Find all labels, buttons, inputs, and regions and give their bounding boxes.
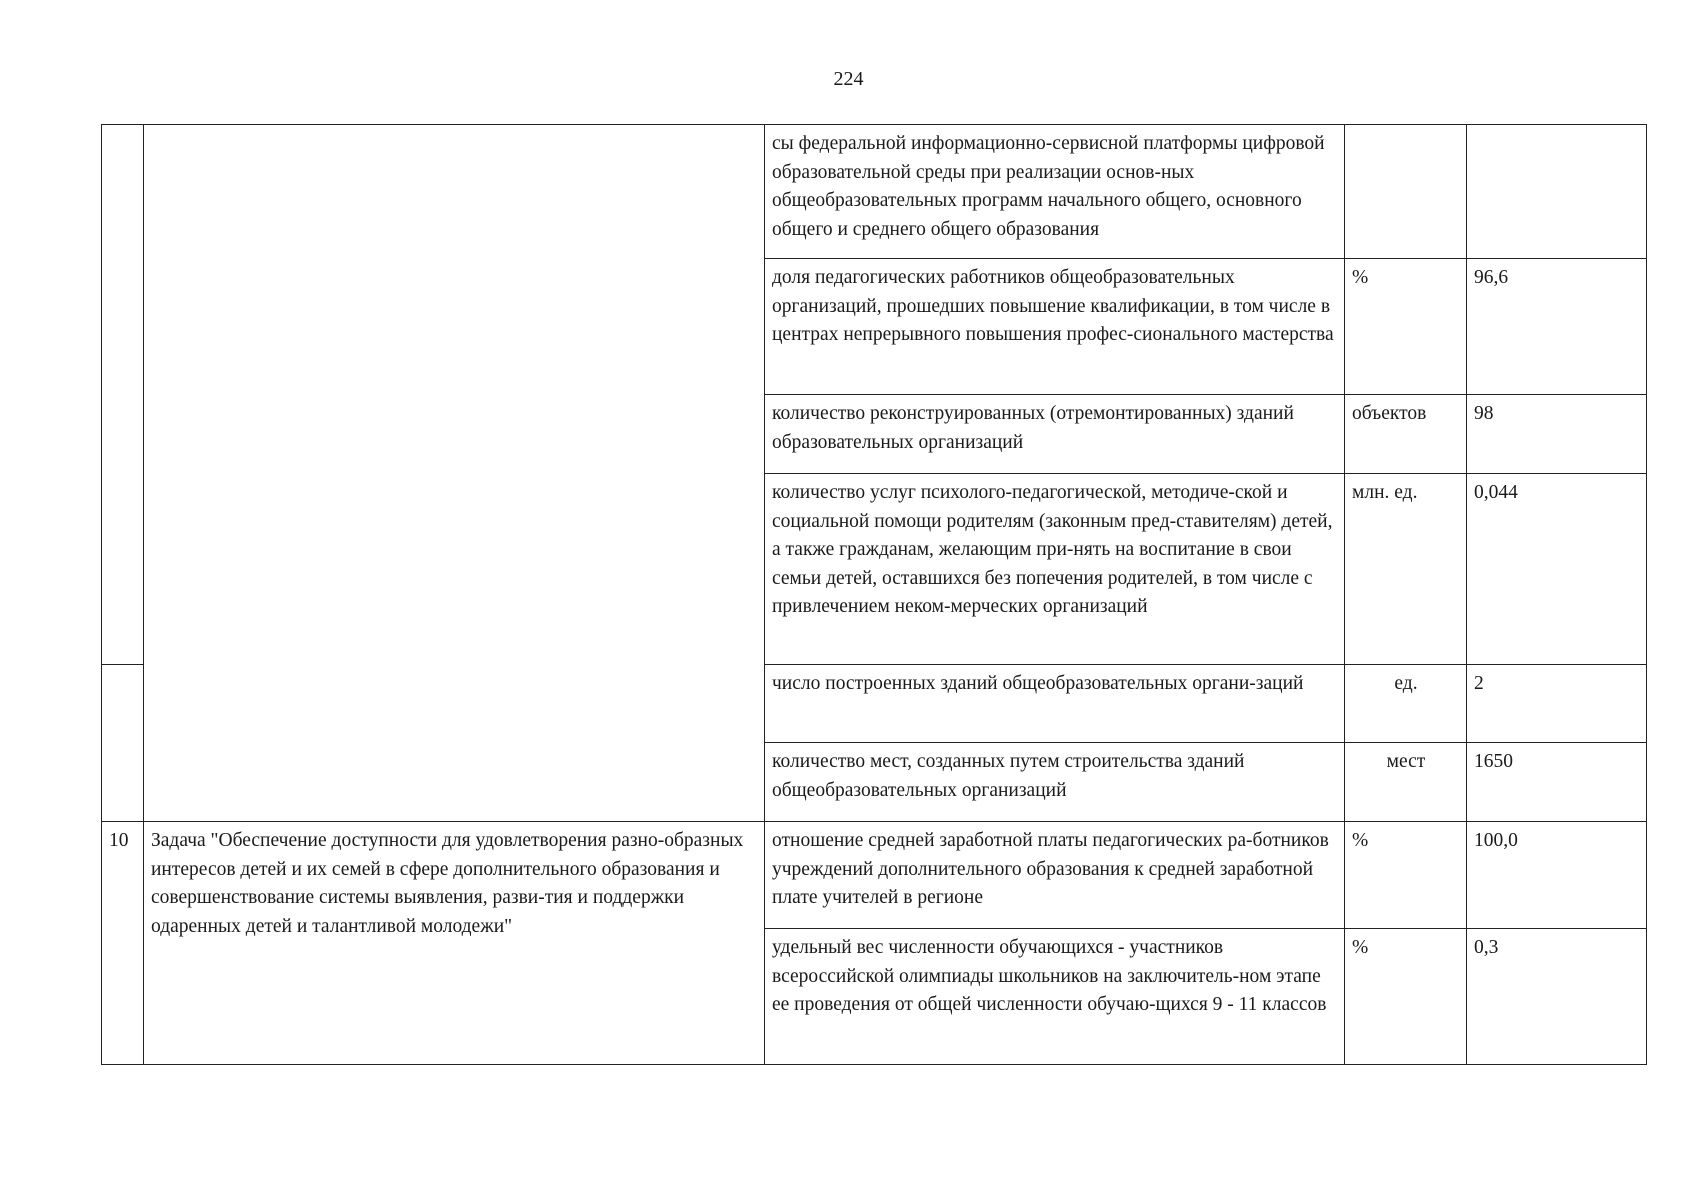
indicator-cell: количество реконструированных (отремонтированных) зданий образовательных организаций	[765, 395, 1345, 474]
table-row	[102, 125, 1647, 259]
value-cell: 1650	[1467, 743, 1647, 822]
task-description: Задача "Обеспечение доступности для удовлетворения разно-образных интересов детей и их семей в сфере дополнительного образования и совершенствование системы выявления, разви-тия и поддержки одаренных детей и талантливой молодежи"	[144, 822, 765, 1065]
indicator-cell: доля педагогических работников общеобразовательных организаций, прошедших повышение квалификации, в том числе в центрах непрерывного повышения профес-сионального мастерства	[765, 259, 1345, 395]
indicator-cell: число построенных зданий общеобразовательных органи-заций	[765, 665, 1345, 743]
indicator-cell: сы федеральной информационно-сервисной платформы цифровой образовательной среды при реализации основ-ных общеобразовательных программ начального общего, основного общего и среднего общего образования	[765, 125, 1345, 259]
value-cell: 0,044	[1467, 474, 1647, 665]
number-cell-blank	[102, 125, 144, 665]
table-row	[102, 822, 1647, 929]
value-cell: 0,3	[1467, 929, 1647, 1065]
unit-cell: ед.	[1345, 665, 1467, 743]
unit-cell: объектов	[1345, 395, 1467, 474]
indicator-cell: отношение средней заработной платы педагогических ра-ботников учреждений дополнительного образования к средней заработной плате учителей в регионе	[765, 822, 1345, 929]
unit-cell: мест	[1345, 743, 1467, 822]
unit-cell: %	[1345, 259, 1467, 395]
indicators-table	[101, 124, 1647, 1065]
indicator-cell: удельный вес численности обучающихся - участников всероссийской олимпиады школьников на заключитель-ном этапе ее проведения от общей численности обучаю-щихся 9 - 11 классов	[765, 929, 1345, 1065]
page-number: 224	[833, 68, 864, 90]
value-cell: 96,6	[1467, 259, 1647, 395]
unit-cell: %	[1345, 929, 1467, 1065]
indicator-cell: количество мест, созданных путем строительства зданий общеобразовательных организаций	[765, 743, 1345, 822]
unit-cell: млн. ед.	[1345, 474, 1467, 665]
value-cell: 2	[1467, 665, 1647, 743]
task-number: 10	[102, 822, 144, 1065]
number-cell-blank	[102, 665, 144, 822]
value-cell: 100,0	[1467, 822, 1647, 929]
unit-cell	[1345, 125, 1467, 259]
task-cell-continued	[144, 125, 765, 822]
unit-cell: %	[1345, 822, 1467, 929]
value-cell	[1467, 125, 1647, 259]
value-cell: 98	[1467, 395, 1647, 474]
indicator-cell: количество услуг психолого-педагогической, методиче-ской и социальной помощи родителям (законным пред-ставителям) детей, а также гражданам, желающим при-нять на воспитание в свои семьи детей, оставшихся без попечения родителей, в том числе с привлечением неком-мерческих организаций	[765, 474, 1345, 665]
